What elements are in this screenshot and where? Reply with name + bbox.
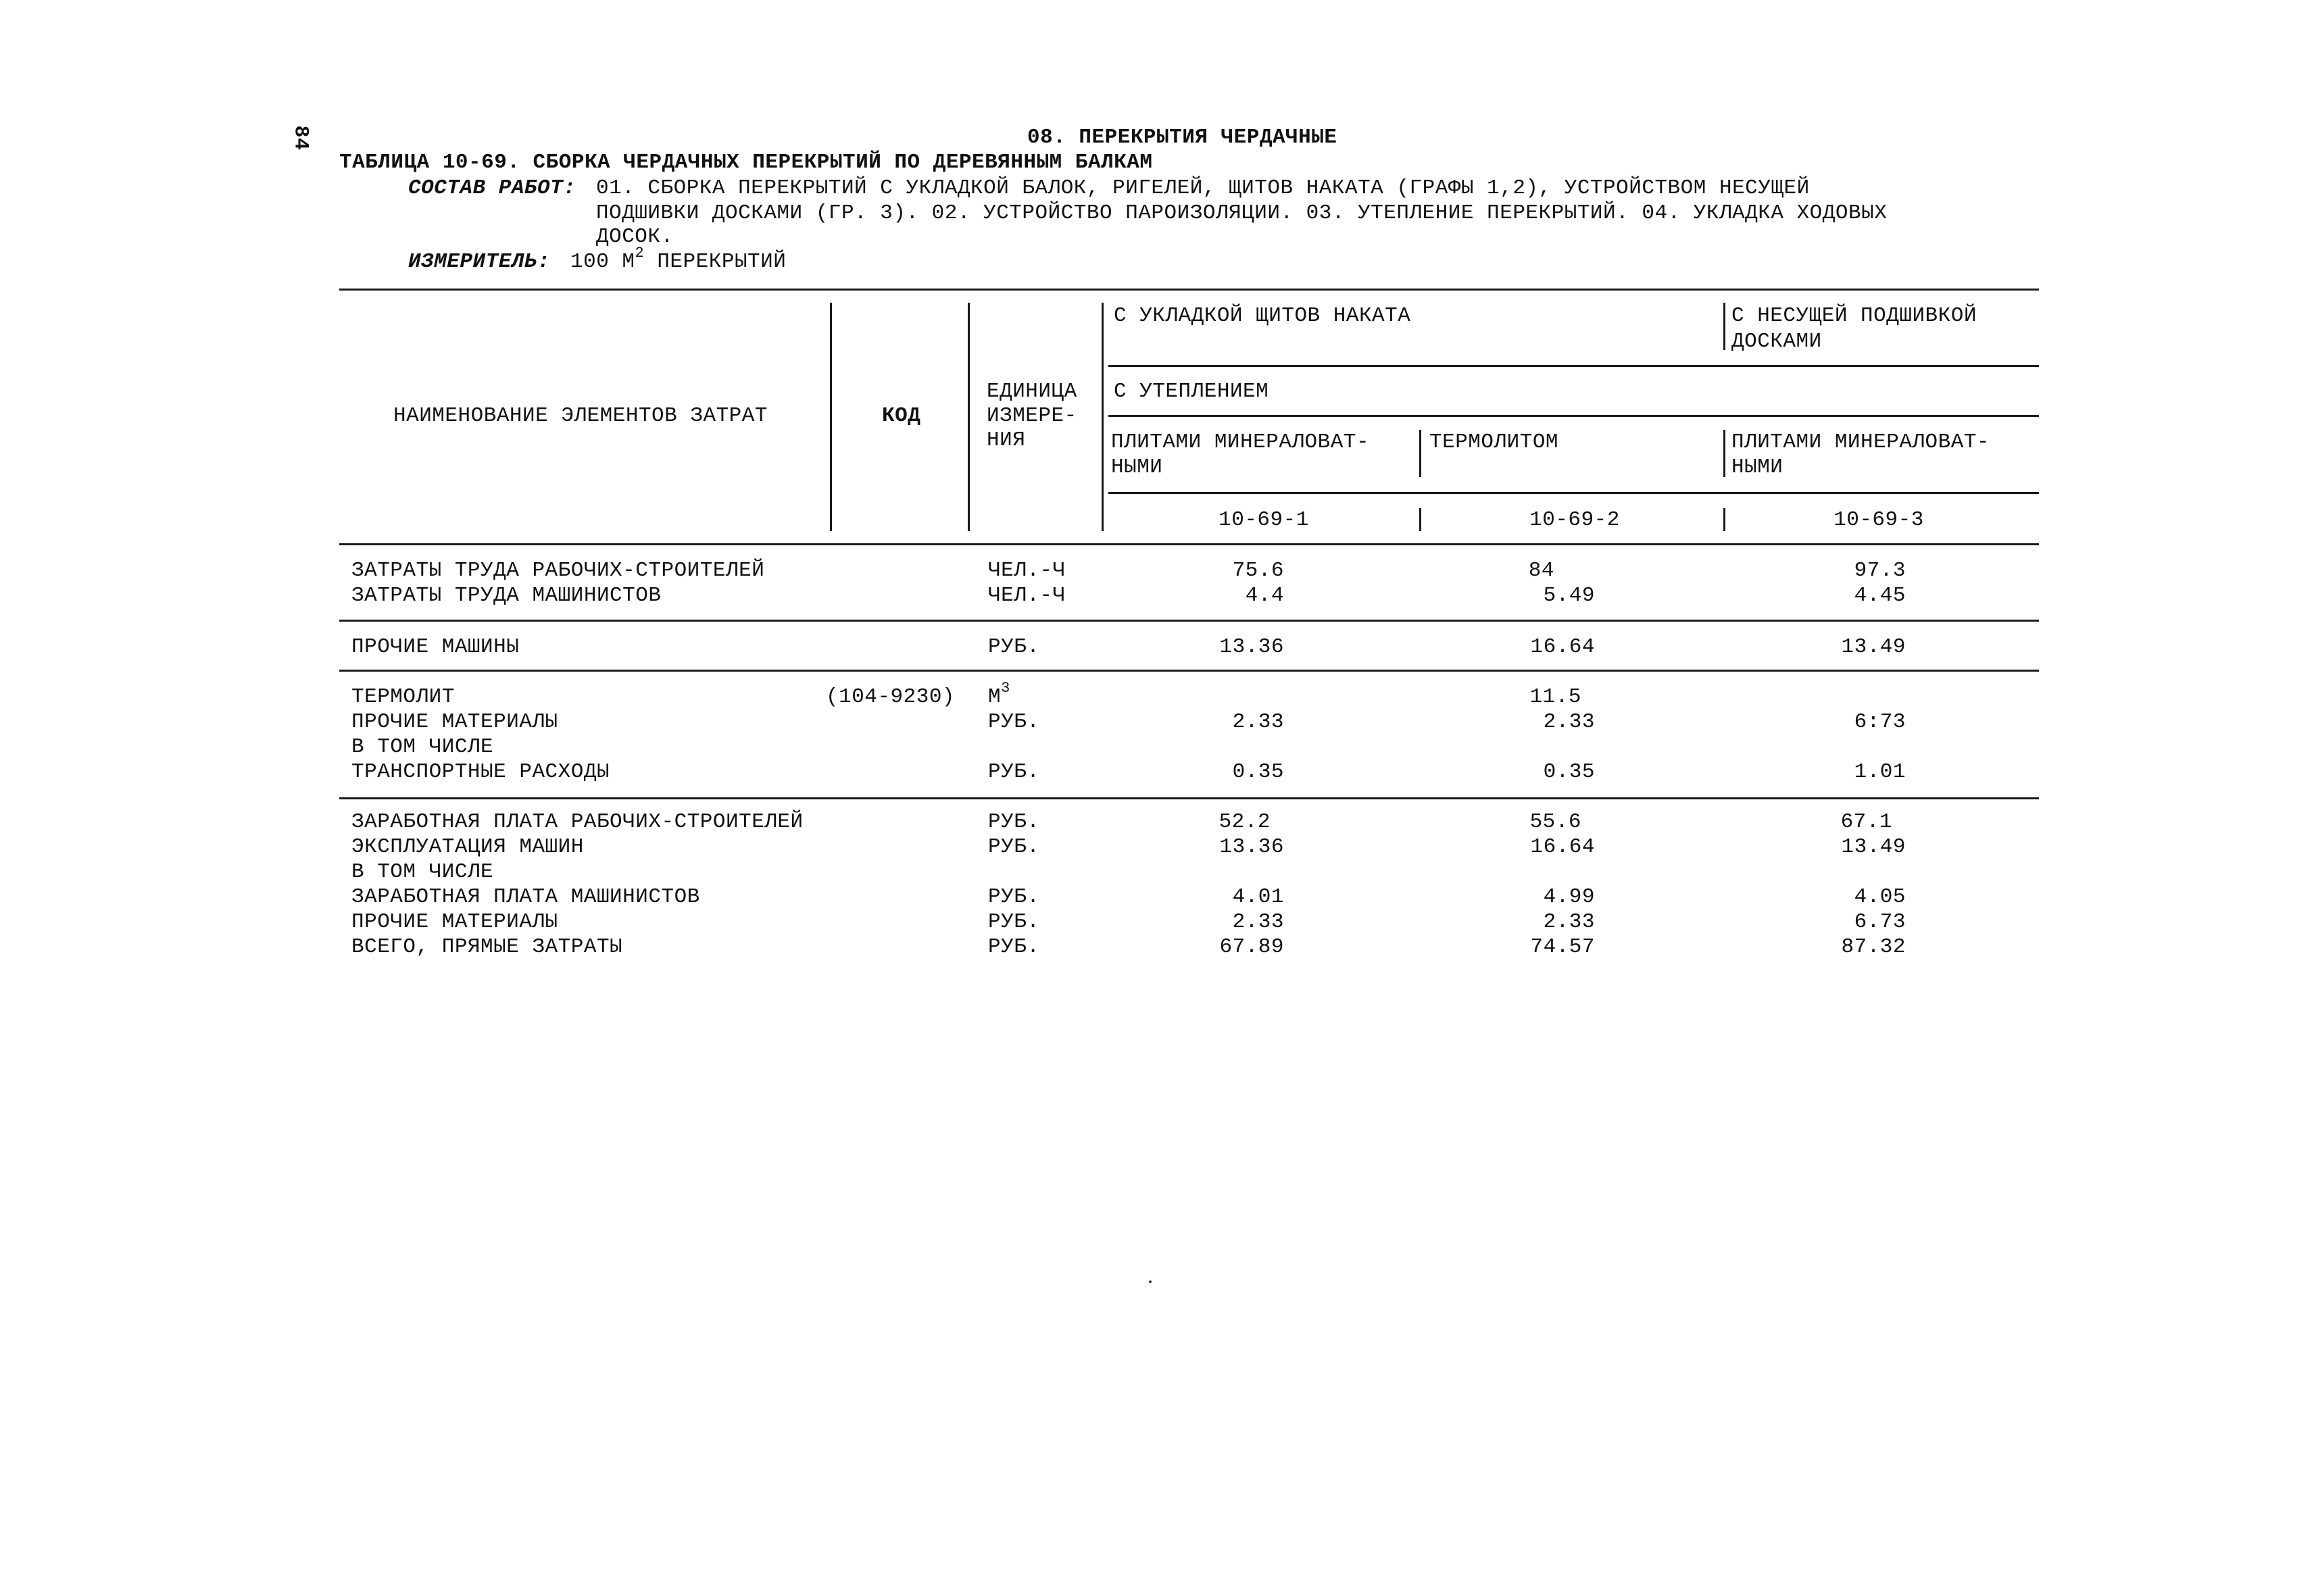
row-unit: РУБ.	[988, 885, 1040, 909]
work-composition-line-3: ДОСОК.	[596, 225, 674, 249]
work-composition-line-1: 01. СБОРКА ПЕРЕКРЫТИЙ С УКЛАДКОЙ БАЛОК, РИГЕЛЕЙ, ЩИТОВ НАКАТА (ГРАФЫ 1,2), УСТРОЙСТВОМ НЕСУЩЕЙ	[596, 176, 1810, 200]
measure-value: 100 $М^2$ ПЕРЕКРЫТИЙ	[570, 244, 787, 274]
row-value-3: 13.49	[1841, 835, 1906, 859]
header-separator-col3	[1723, 430, 1725, 477]
row-unit: РУБ.	[988, 635, 1040, 659]
section-rule-2	[339, 670, 2039, 672]
scan-speck	[1149, 1280, 1152, 1283]
header-unit-line-1: ЕДИНИЦА	[987, 380, 1077, 403]
row-value-2: 2.33	[1543, 710, 1595, 734]
row-value-2: 5.49	[1543, 584, 1595, 607]
header-rule-1	[1108, 365, 2039, 367]
row-value-2: 11.5	[1529, 685, 1581, 709]
header-name-column: НАИМЕНОВАНИЕ ЭЛЕМЕНТОВ ЗАТРАТ	[393, 404, 768, 428]
row-value-3: 4.45	[1854, 584, 1906, 607]
section-title: 08. ПЕРЕКРЫТИЯ ЧЕРДАЧНЫЕ	[1027, 126, 1337, 149]
header-col3-line-2: НЫМИ	[1731, 455, 1783, 479]
header-unit-line-3: НИЯ	[987, 428, 1026, 452]
header-rule-2	[1108, 415, 2039, 417]
header-code-column: КОД	[882, 404, 921, 428]
row-value-2: 16.64	[1530, 635, 1595, 659]
row-value-2: 74.57	[1530, 935, 1595, 959]
row-unit: РУБ.	[988, 710, 1040, 734]
row-value-2: 4.99	[1543, 885, 1595, 909]
row-value-1: 0.35	[1232, 760, 1284, 784]
row-value-2: 0.35	[1543, 760, 1595, 784]
header-col1-line-1: ПЛИТАМИ МИНЕРАЛОВАТ-	[1111, 430, 1370, 454]
row-name: ПРОЧИЕ МАШИНЫ	[351, 635, 520, 659]
row-value-1: 75.6	[1232, 559, 1284, 582]
header-group-a: С УКЛАДКОЙ ЩИТОВ НАКАТА	[1114, 304, 1411, 328]
header-col2: ТЕРМОЛИТОМ	[1429, 430, 1559, 454]
work-composition-line-2: ПОДШИВКИ ДОСКАМИ (ГР. 3). 02. УСТРОЙСТВО ПАРОИЗОЛЯЦИИ. 03. УТЕПЛЕНИЕ ПЕРЕКРЫТИЙ. 04. УКЛАДКА ХОДОВЫХ	[596, 201, 1888, 225]
row-value-2: 2.33	[1543, 910, 1595, 934]
header-insulation: С УТЕПЛЕНИЕМ	[1114, 380, 1269, 403]
row-unit: РУБ.	[988, 760, 1040, 784]
row-value-3: 67.1	[1840, 810, 1892, 834]
row-value-1: 2.33	[1232, 910, 1284, 934]
row-name: ЗАТРАТЫ ТРУДА МАШИНИСТОВ	[351, 584, 662, 607]
header-col1-line-2: НЫМИ	[1111, 455, 1163, 479]
row-name: В ТОМ ЧИСЛЕ	[351, 860, 494, 884]
table-top-rule	[339, 289, 2039, 291]
header-group-b-line-1: С НЕСУЩЕЙ ПОДШИВКОЙ	[1731, 304, 1977, 328]
row-name: ВСЕГО, ПРЯМЫЕ ЗАТРАТЫ	[351, 935, 623, 959]
header-unit-line-2: ИЗМЕРЕ-	[987, 404, 1077, 428]
row-name: В ТОМ ЧИСЛЕ	[351, 735, 494, 759]
table-title: ТАБЛИЦА 10-69. СБОРКА ЧЕРДАЧНЫХ ПЕРЕКРЫТИЙ ПО ДЕРЕВЯННЫМ БАЛКАМ	[339, 151, 1153, 174]
row-value-3: 97.3	[1854, 559, 1906, 582]
row-unit: РУБ.	[988, 910, 1040, 934]
row-code: (104-9230)	[826, 685, 956, 709]
header-code-2: 10-69-2	[1529, 508, 1620, 532]
row-value-1: 2.33	[1232, 710, 1284, 734]
header-code-1: 10-69-1	[1218, 508, 1309, 532]
header-separator-code2	[1419, 508, 1421, 531]
row-unit: РУБ.	[988, 835, 1040, 859]
row-name: ЭКСПЛУАТАЦИЯ МАШИН	[351, 835, 584, 859]
header-bottom-rule	[339, 543, 2039, 545]
row-name: ПРОЧИЕ МАТЕРИАЛЫ	[351, 910, 558, 934]
header-separator-unit	[968, 303, 970, 531]
row-value-1: 52.2	[1218, 810, 1271, 834]
row-value-3: 4.05	[1854, 885, 1906, 909]
row-value-3: 6:73	[1854, 710, 1906, 734]
row-value-2: 55.6	[1529, 810, 1581, 834]
row-value-1: 13.36	[1219, 835, 1284, 859]
row-value-1: 4.01	[1232, 885, 1284, 909]
header-separator-col2	[1419, 430, 1421, 477]
row-value-1: 4.4	[1245, 584, 1284, 607]
header-separator-code	[830, 303, 832, 531]
header-group-b-line-2: ДОСКАМИ	[1731, 330, 1822, 353]
row-value-1: 13.36	[1219, 635, 1284, 659]
header-separator-group	[1723, 303, 1725, 350]
row-unit: РУБ.	[988, 935, 1040, 959]
header-separator-values	[1102, 303, 1104, 531]
measure-label: ИЗМЕРИТЕЛЬ:	[408, 250, 551, 274]
work-composition-label: СОСТАВ РАБОТ:	[408, 176, 576, 200]
page-number: 84	[289, 125, 312, 151]
header-rule-3	[1108, 492, 2039, 494]
row-name: ТЕРМОЛИТ	[351, 685, 455, 709]
row-unit: ЧЕЛ.-Ч	[988, 584, 1066, 607]
row-name: ЗАРАБОТНАЯ ПЛАТА МАШИНИСТОВ	[351, 885, 700, 909]
header-col3-line-1: ПЛИТАМИ МИНЕРАЛОВАТ-	[1731, 430, 1990, 454]
row-value-3: 6.73	[1854, 910, 1906, 934]
row-unit: $М^3$	[988, 679, 1010, 709]
section-rule-3	[339, 797, 2039, 799]
row-value-2: 84	[1528, 559, 1554, 582]
row-name: ТРАНСПОРТНЫЕ РАСХОДЫ	[351, 760, 610, 784]
row-unit: РУБ.	[988, 810, 1040, 834]
row-name: ЗАРАБОТНАЯ ПЛАТА РАБОЧИХ-СТРОИТЕЛЕЙ	[351, 810, 804, 834]
row-unit: ЧЕЛ.-Ч	[988, 559, 1066, 582]
row-value-2: 16.64	[1530, 835, 1595, 859]
row-value-3: 13.49	[1841, 635, 1906, 659]
row-name: ПРОЧИЕ МАТЕРИАЛЫ	[351, 710, 558, 734]
section-rule-1	[339, 620, 2039, 622]
row-value-3: 1.01	[1854, 760, 1906, 784]
header-separator-code3	[1723, 508, 1725, 531]
row-value-3: 87.32	[1841, 935, 1906, 959]
header-code-3: 10-69-3	[1833, 508, 1924, 532]
row-name: ЗАТРАТЫ ТРУДА РАБОЧИХ-СТРОИТЕЛЕЙ	[351, 559, 765, 582]
row-value-1: 67.89	[1219, 935, 1284, 959]
